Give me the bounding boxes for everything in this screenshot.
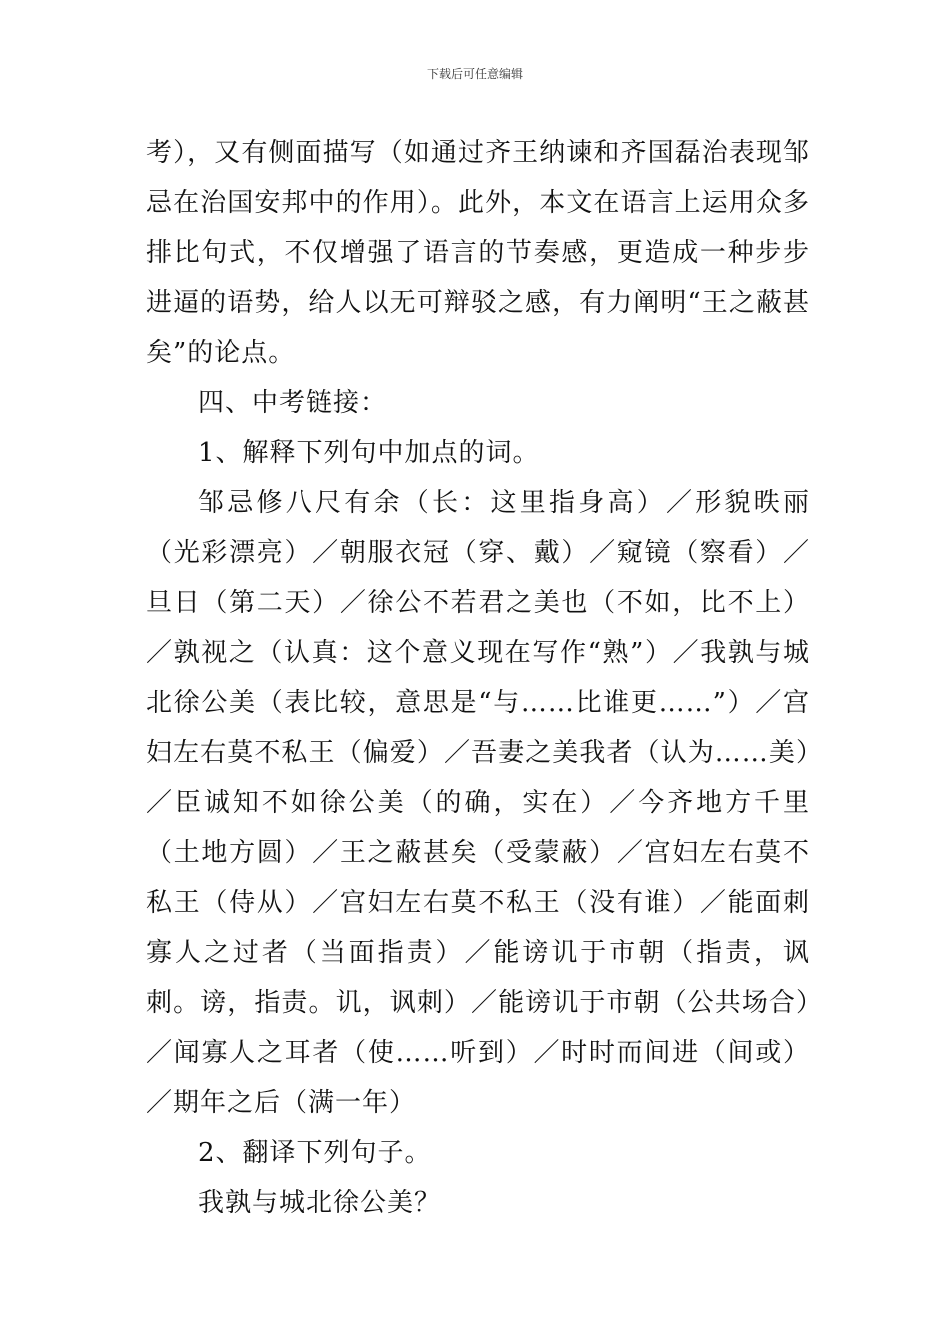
document-body [146,128,810,1228]
section-heading: 四、中考链接： [198,388,388,418]
question-heading-2: 2、翻译下列句子。 [198,1138,432,1168]
translation-sentence: 我孰与城北徐公美？ [198,1188,442,1218]
question-heading-1: 1、解释下列句中加点的词。 [198,438,540,468]
vocabulary-explanations: 邹忌修八尺有余（长：这里指身高）／形貌昳丽（光彩漂亮）／朝服衣冠（穿、戴）／窥镜（察看）／旦日（第二天）／徐公不若君之美也（不如，比不上）／孰视之（认真：这个意义现在写作“熟”）／我孰与城北徐公美（表比较，意思是“与……比谁更……”）／宫妇左右莫不私王（偏爱）／吾妻之美我者（认为……美）／臣诚知不如徐公美（的确，实在）／今齐地方千里（土地方圆）／王之蔽甚矣（受蒙蔽）／宫妇左右莫不私王（侍从）／宫妇左右莫不私王（没有谁）／能面刺寡人之过者（当面指责）／能谤讥于市朝（指责，讽刺。谤，指责。讥，讽刺）／能谤讥于市朝（公共场合）／闻寡人之耳者（使……听到）／时时而间进（间或）／期年之后（满一年） [146,488,810,1118]
page-header: 下载后可任意编辑 [426,67,523,81]
paragraph-continuation: 考），又有侧面描写（如通过齐王纳谏和齐国磊治表现邹忌在治国安邦中的作用）。此外，本文在语言上运用众多排比句式，不仅增强了语言的节奏感，更造成一种步步进逼的语势，给人以无可辩驳之感，有力阐明“王之蔽甚矣”的论点。 [146,138,810,368]
